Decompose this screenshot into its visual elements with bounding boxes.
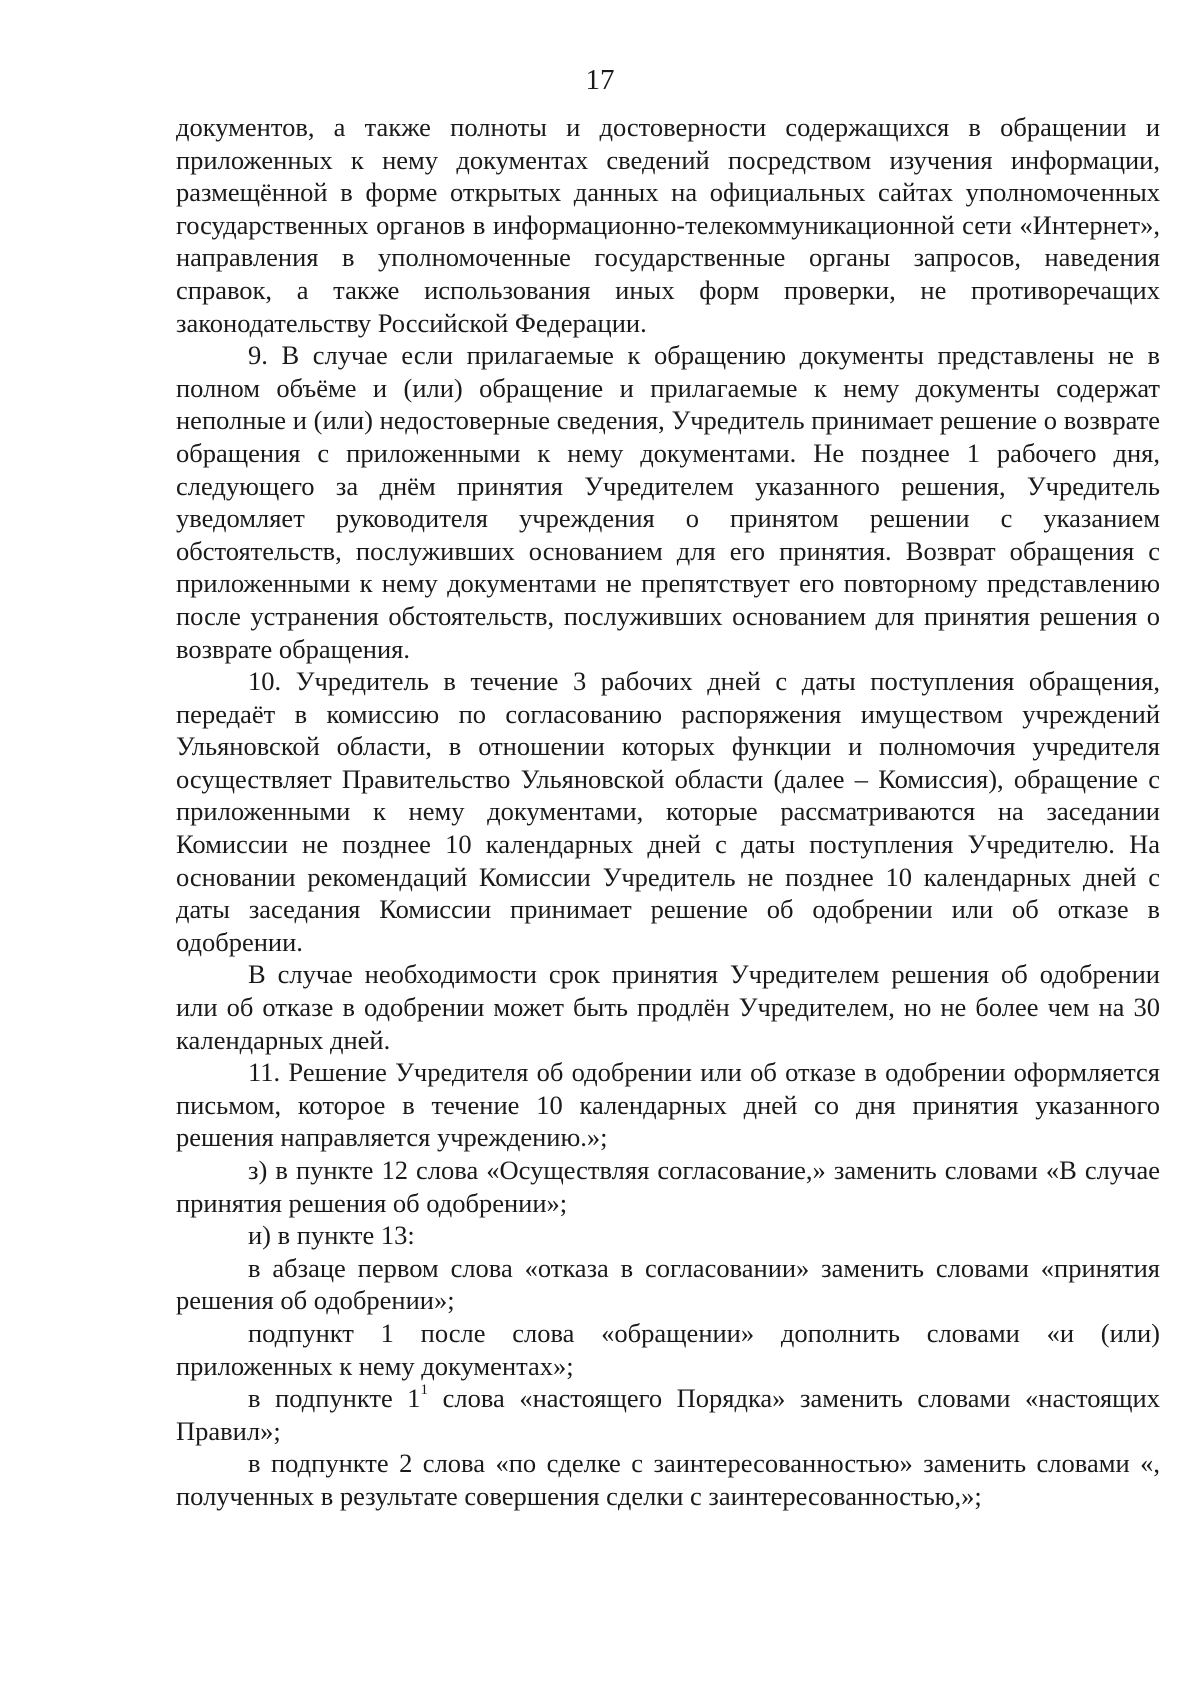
paragraph-sub-z: з) в пункте 12 слова «Осуществляя согласование,» заменить словами «В случае принятия решения об одобрении»; xyxy=(176,1155,1160,1218)
subitem-1-1-after: слова «настоящего Порядка» заменить словами «настоящих Правил»; xyxy=(176,1383,1160,1446)
paragraph-item-10: 10. Учредитель в течение 3 рабочих дней с даты поступления обращения, передаёт в комиссию по согласованию распоряжения имуществом учреждений Ульяновской области, в отношении которых функции и полномочия учредителя осуществляет Правительство Ульяновской области (далее – Комиссия), обращение с приложенными к нему документами, которые рассматриваются на заседании Комиссии не позднее 10 календарных дней с даты поступления Учредителю. На основании рекомендаций Комиссии Учредитель не позднее 10 календарных дней с даты заседания Комиссии принимает решение об одобрении или об отказе в одобрении. xyxy=(176,666,1160,957)
paragraph-continuation: документов, а также полноты и достоверности содержащихся в обращении и приложенных к нему документах сведений посредством изучения информации, размещённой в форме открытых данных на официальных сайтах уполномоченных государственных органов в информационно-телекоммуникационной сети «Интернет», направления в уполномоченные государственные органы запросов, наведения справок, а также использования иных форм проверки, не противоречащих законодательству Российской Федерации. xyxy=(176,112,1160,338)
paragraph-item-9: 9. В случае если прилагаемые к обращению документы представлены не в полном объёме и (или) обращение и прилагаемые к нему документы содержат неполные и (или) недостоверные сведения, Учредитель принимает решение о возврате обращения с приложенными к нему документами. Не позднее 1 рабочего дня, следующего за днём принятия Учредителем указанного решения, Учредитель уведомляет руководителя учреждения о принятом решении с указанием обстоятельств, послуживших основанием для его принятия. Возврат обращения с приложенными к нему документами не препятствует его повторному представлению после устранения обстоятельств, послуживших основанием для принятия решения о возврате обращения. xyxy=(176,340,1160,664)
paragraph-subitem-2: в подпункте 2 слова «по сделке с заинтересованностью» заменить словами «, полученных в результате совершения сделки с заинтересованностью,»; xyxy=(176,1448,1160,1511)
page-number: 17 xyxy=(585,64,615,96)
paragraph-subitem-1-1 xyxy=(176,1382,1160,1447)
paragraph-extension: В случае необходимости срок принятия Учредителем решения об одобрении или об отказе в одобрении может быть продлён Учредителем, но не более чем на 30 календарных дней. xyxy=(176,959,1160,1055)
superscript-mark: 1 xyxy=(420,1382,429,1399)
paragraph-first-abzac: в абзаце первом слова «отказа в согласовании» заменить словами «принятия решения об одобрении»; xyxy=(176,1252,1160,1316)
paragraph-subitem-1: подпункт 1 после слова «обращении» дополнить словами «и (или) приложенных к нему документах»; xyxy=(176,1317,1160,1381)
document-body xyxy=(176,111,1160,1513)
subitem-1-1-before: в подпункте 1 xyxy=(248,1383,421,1414)
paragraph-sub-i: и) в пункте 13: xyxy=(248,1220,415,1251)
paragraph-item-11: 11. Решение Учредителя об одобрении или об отказе в одобрении оформляется письмом, которое в течение 10 календарных дней со дня принятия указанного решения направляется учреждению.»; xyxy=(176,1057,1160,1153)
